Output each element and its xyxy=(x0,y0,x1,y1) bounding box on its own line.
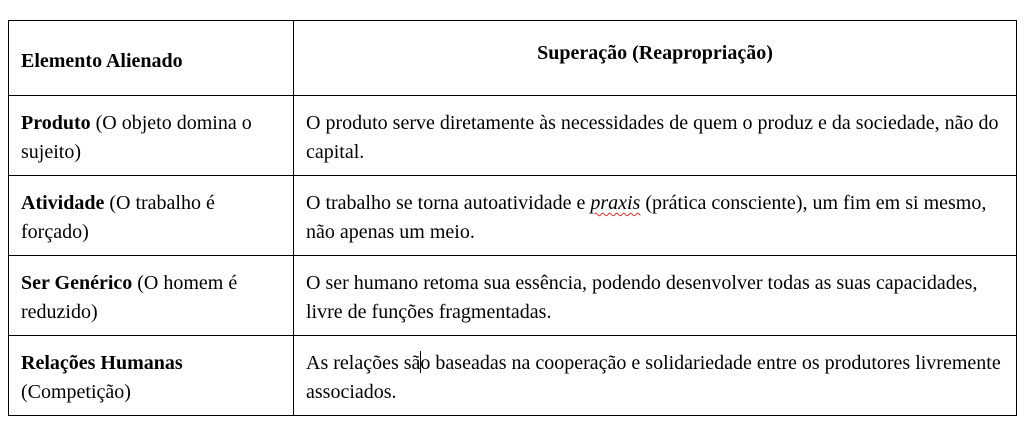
element-title: Ser Genérico xyxy=(21,272,133,294)
element-title: Produto xyxy=(21,112,91,134)
alienation-table xyxy=(8,20,1017,416)
element-description: (O trabalho é forçado) xyxy=(21,192,215,243)
overcoming-cell-produto xyxy=(294,96,1017,176)
element-description: (Competição) xyxy=(21,381,131,403)
table-row xyxy=(9,96,1017,176)
overcoming-text: O ser humano retoma sua essência, podendo desenvolver todas as suas capacidades, livre de funções fragmentadas. xyxy=(306,272,978,323)
overcoming-text-start: O trabalho se torna autoatividade e xyxy=(306,192,591,214)
element-cell-relacoes-humanas xyxy=(9,336,294,416)
overcoming-cell-atividade xyxy=(294,176,1017,256)
element-title: Relações Humanas xyxy=(21,352,183,374)
element-cell-atividade xyxy=(9,176,294,256)
table-row xyxy=(9,256,1017,336)
element-title: Atividade xyxy=(21,192,105,214)
praxis-term: praxis xyxy=(590,192,641,214)
element-cell-ser-generico xyxy=(9,256,294,336)
table-header-row xyxy=(9,21,1017,96)
overcoming-cell-relacoes-humanas[interactable] xyxy=(294,336,1017,416)
overcoming-text: O produto serve diretamente às necessidades de quem o produz e da sociedade, não do capital. xyxy=(306,112,999,163)
overcoming-cell-ser-generico xyxy=(294,256,1017,336)
table-row xyxy=(9,176,1017,256)
element-description: (O objeto domina o sujeito) xyxy=(21,112,252,163)
table-row xyxy=(9,336,1017,416)
overcoming-text-start: As relações sã xyxy=(306,352,421,374)
overcoming-text-end: (prática consciente), um fim em si mesmo, não apenas um meio. xyxy=(306,192,987,243)
header-alienated-element: Elemento Alienado xyxy=(9,21,294,96)
overcoming-text-end: o baseadas na cooperação e solidariedade entre os produtores livremente associados. xyxy=(306,352,1001,403)
header-overcoming: Superação (Reapropriação) xyxy=(294,21,1017,96)
element-cell-produto xyxy=(9,96,294,176)
element-description: (O homem é reduzido) xyxy=(21,272,238,323)
